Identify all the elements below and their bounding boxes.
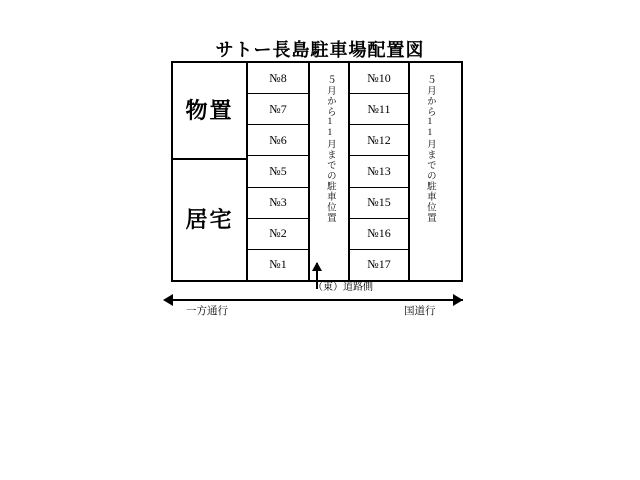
stall-cell[interactable]: №7 [248, 94, 308, 125]
seasonal-note-left-text: ５月から11月までの駐車位置 [324, 75, 335, 223]
stall-cell[interactable]: №3 [248, 188, 308, 219]
road-label-oneway: 一方通行 [186, 306, 228, 317]
stall-cell[interactable]: №2 [248, 219, 308, 250]
stall-cell[interactable]: №16 [350, 219, 408, 250]
road-arrow-right-icon [453, 294, 463, 306]
stall-cell[interactable]: №6 [248, 125, 308, 156]
stall-cell[interactable]: №1 [269, 257, 287, 272]
stall-cell[interactable]: №13 [350, 156, 408, 187]
stall-column-right [348, 63, 410, 280]
stall-cell[interactable]: №12 [350, 125, 408, 156]
building-residence [173, 160, 246, 280]
building-storage [173, 63, 246, 160]
entrance-label: （東）道路側 [313, 282, 373, 293]
stall-column-left [248, 63, 310, 280]
stall-cell[interactable]: №10 [350, 63, 408, 94]
building-column [173, 63, 248, 280]
stall-cell[interactable]: №8 [248, 63, 308, 94]
stall-cell[interactable]: №17 [367, 257, 391, 272]
stall-cell[interactable]: №5 [248, 156, 308, 187]
seasonal-note-right-text: ５月から11月までの駐車位置 [424, 75, 435, 223]
seasonal-note-right [410, 63, 448, 280]
seasonal-note-left [310, 63, 348, 280]
stall-cell[interactable]: №15 [350, 188, 408, 219]
road-line [171, 299, 463, 301]
parking-lot-grid [171, 61, 463, 282]
building-residence-label: 居宅 [185, 207, 234, 233]
building-storage-label: 物置 [185, 97, 234, 123]
stall-cell[interactable]: №11 [350, 94, 408, 125]
road-label-national: 国道行 [404, 306, 436, 317]
page-title: サトー長島駐車場配置図 [215, 40, 425, 60]
road-arrow-left-icon [163, 294, 173, 306]
